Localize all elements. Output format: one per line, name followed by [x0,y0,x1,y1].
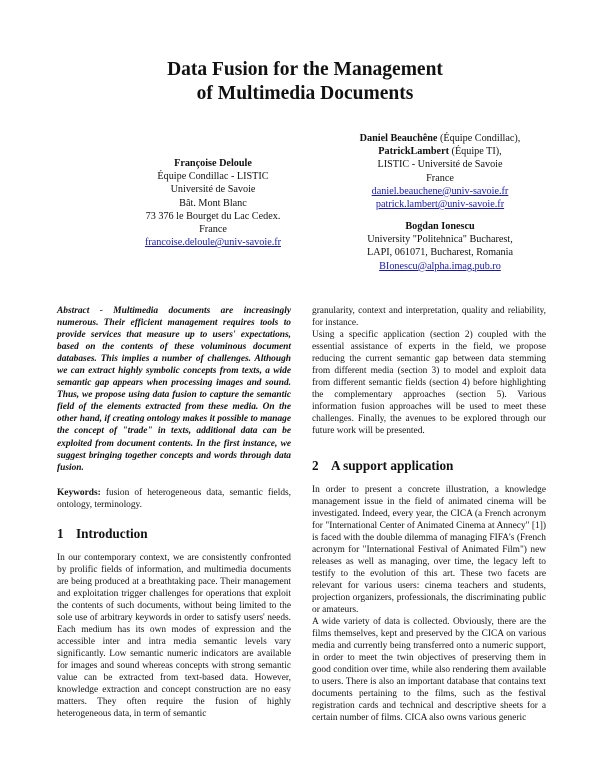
author-block-ionescu [312,220,568,273]
author-affiliation-line: Université de Savoie [170,184,256,196]
author-email-link[interactable]: patrick.lambert@univ-savoie.fr [375,199,505,211]
author-affiliation: (Équipe TI), [449,146,502,158]
author-affiliation-line: LAPI, 061071, Bucharest, Romania [367,247,513,259]
section-title: Introduction [76,525,148,541]
section-title: A support application [331,457,454,473]
author-affiliation-line: 73 376 le Bourget du Lac Cedex. [145,210,281,222]
author-affiliation-line: France [199,224,227,236]
left-column [57,305,291,720]
abstract-text: Abstract - Multimedia documents are increasingly numerous. Their efficient management requires tools to provide services that measure up to users' expectations, based on the contents of these voluminous document databases. This implies a number of challenges. Although we can extract highly symbolic concepts from texts, a wide semantic gap appears when processing images and sound. Thus, we propose using data fusion to capture the semantic field of the elements extracted from these media. On the other hand, if creating ontology makes it possible to manage the concept of "trade" in texts, additional data can be exploited from document contents. In the first instance, we suggest bringing together concepts and words through data fusion. [57,306,291,473]
keywords [57,487,291,511]
author-email-link[interactable]: BIonescu@alpha.imag.pub.ro [379,260,501,272]
author-block-deloule [85,157,341,249]
body-paragraph: granularity, context and interpretation, quality and reliability, for instance. [312,306,546,329]
author-name: Daniel Beauchêne [359,133,438,144]
section-heading-introduction [57,526,291,542]
author-affiliation-line: Équipe Condillac - LISTIC [157,171,269,183]
author-affiliation-line: LISTIC - Université de Savoie [377,159,503,171]
paper-title [0,58,600,106]
keywords-label: Keywords: [57,487,101,498]
author-affiliation: (Équipe Condillac), [437,133,521,144]
author-name: Bogdan Ionescu [405,221,475,232]
body-paragraph: A wide variety of data is collected. Obviously, there are the films themselves, kept and preserved by the CICA on various media and currently being transferred onto a numeric support, in order to meet the twin objectives of preserving them in good condition over time, while also rendering them available to users. There is also an important database that contains text documents pertaining to the films, such as the festival registration cards and technical and descriptive sheets for a certain number of films. CICA also owns various generic [312,617,546,724]
body-paragraph: In order to present a concrete illustration, a knowledge management issue in the field of animated cinema will be investigated. Indeed, every year, the CICA (a French acronym for "International Center of Animated Cinema at Annecy" [1]) is faced with the double dilemma of managing FIFA's (French acronym for "International Festival of Animated Film") new releases as well as managing, over time, the legacy left to testify to the evolution of this art. These two facets are relevant for various users: cinema teachers and students, projection organizers, professionals, the discriminating public or amateurs. [312,484,546,615]
author-line [312,132,568,145]
author-block-beauchene-lambert [312,132,568,211]
author-name: PatrickLambert [378,146,449,158]
right-column [312,305,546,724]
author-email-link[interactable]: daniel.beauchene@univ-savoie.fr [371,185,509,197]
title-line-2: of Multimedia Documents [196,83,414,104]
author-affiliation-line: University "Politehnica" Bucharest, [367,234,513,246]
body-paragraph: Using a specific application (section 2) coupled with the essential assistance of experts in the field, we propose reducing the current semantic gap between data stemming from different media (section 3) to model and exploit data from different semantic fields (section 4) before highlighting the complementary approaches (section 5). Various information fusion approaches will be used to meet these challenges. Finally, the avenues to be explored through our future work will be presented. [312,330,546,437]
author-line [312,145,568,158]
section-heading-support-application [312,458,546,474]
section-number: 1 [57,525,64,541]
author-email-link[interactable]: francoise.deloule@univ-savoie.fr [144,237,282,249]
author-affiliation-line: France [426,172,454,184]
title-line-1: Data Fusion for the Management [167,59,443,80]
section-number: 2 [312,457,319,473]
keywords-text: fusion of heterogeneous data, semantic fields, ontology, terminology. [57,487,291,510]
introduction-paragraph: In our contemporary context, we are consistently confronted by prolific fields of information, and multimedia documents are being produced at a breathtaking pace. Their management and exploitation trigger challenges for operations that exploit the contents of such documents, without being limited to the sole use of arbitrary keywords in order to satisfy users' needs. Each medium has its own modes of expression and the accessible inter and intra media semantic levels vary significantly. Low semantic numeric indicators are available for images and sound whereas concepts with strong semantic value can be extracted from text-based data. However, knowledge extraction and concept construction are no easy matters. They often require the fusion of highly heterogeneous data, in term of semantic [57,552,291,720]
author-affiliation-line: Bât. Mont Blanc [179,197,247,209]
author-name: Françoise Deloule [174,158,252,169]
